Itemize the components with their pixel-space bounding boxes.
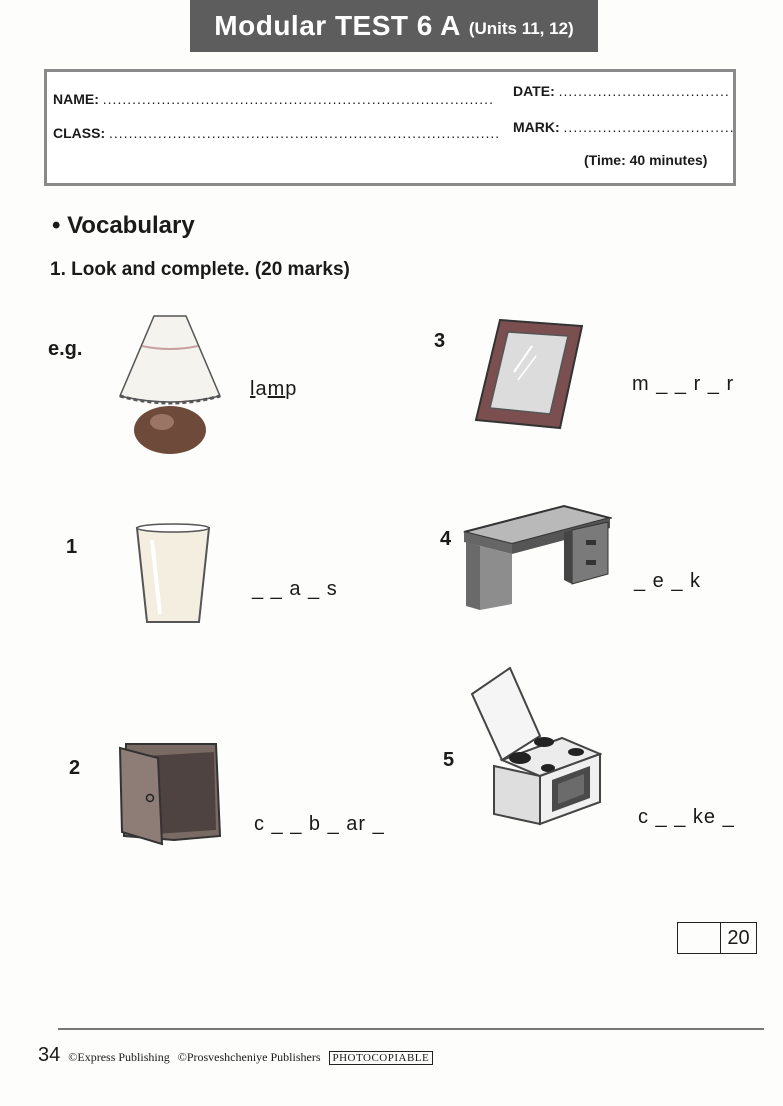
item-3-word[interactable]: m _ _ r _ r	[632, 373, 735, 395]
item-3-number: 3	[434, 330, 446, 352]
section-title: Vocabulary	[67, 212, 195, 239]
example-word	[250, 378, 297, 401]
item-2-number: 2	[69, 757, 81, 779]
student-info-box	[44, 69, 736, 186]
example-letter-1: l	[250, 378, 256, 400]
lamp-image	[112, 306, 228, 458]
item-1-number: 1	[66, 536, 78, 558]
mark-label: MARK:	[513, 119, 560, 135]
example-letter-3: m	[267, 378, 286, 400]
test-units: (Units 11, 12)	[468, 19, 574, 38]
item-2-word[interactable]: c _ _ b _ ar _	[254, 813, 385, 835]
desk-image	[460, 500, 612, 612]
name-label: NAME:	[53, 91, 99, 107]
publisher-2: ©Prosveshcheniye Publishers	[177, 1050, 321, 1064]
glass-image	[132, 522, 214, 628]
bullet: •	[52, 212, 61, 239]
score-box	[677, 922, 757, 954]
section-heading	[52, 212, 195, 240]
example-label: e.g.	[48, 338, 83, 360]
item-1-word[interactable]: _ _ a _ s	[252, 578, 338, 600]
footer-divider	[58, 1028, 764, 1030]
cooker-image	[466, 664, 602, 828]
item-5-number: 5	[443, 749, 455, 771]
photocopiable-badge: PHOTOCOPIABLE	[329, 1051, 434, 1065]
mark-field[interactable]	[513, 119, 735, 135]
name-dots: ................................................................................	[102, 91, 494, 107]
date-label: DATE:	[513, 83, 555, 99]
publisher-1: ©Express Publishing	[68, 1050, 170, 1064]
test-title: Modular TEST 6 A	[214, 10, 461, 41]
item-5-word[interactable]: c _ _ ke _	[638, 806, 735, 828]
mark-dots: ...................................	[563, 119, 735, 135]
class-dots: ................................................................................	[109, 125, 501, 141]
example-letter-4: p	[285, 378, 298, 400]
date-field[interactable]	[513, 83, 730, 99]
item-4-word[interactable]: _ e _ k	[634, 570, 702, 592]
mirror-image	[474, 316, 586, 432]
title-banner	[190, 0, 598, 52]
class-field[interactable]	[53, 125, 500, 141]
cupboard-image	[116, 740, 224, 848]
item-4-number: 4	[440, 528, 452, 550]
footer	[38, 1044, 433, 1067]
date-dots: ...................................	[558, 83, 730, 99]
class-label: CLASS:	[53, 125, 106, 141]
time-limit: (Time: 40 minutes)	[584, 152, 708, 168]
name-field[interactable]	[53, 91, 494, 107]
score-total: 20	[727, 926, 750, 949]
page-number: 34	[38, 1044, 61, 1066]
score-entry[interactable]	[678, 923, 721, 953]
task-heading: 1. Look and complete. (20 marks)	[50, 259, 350, 280]
example-letter-2: a	[255, 378, 268, 400]
